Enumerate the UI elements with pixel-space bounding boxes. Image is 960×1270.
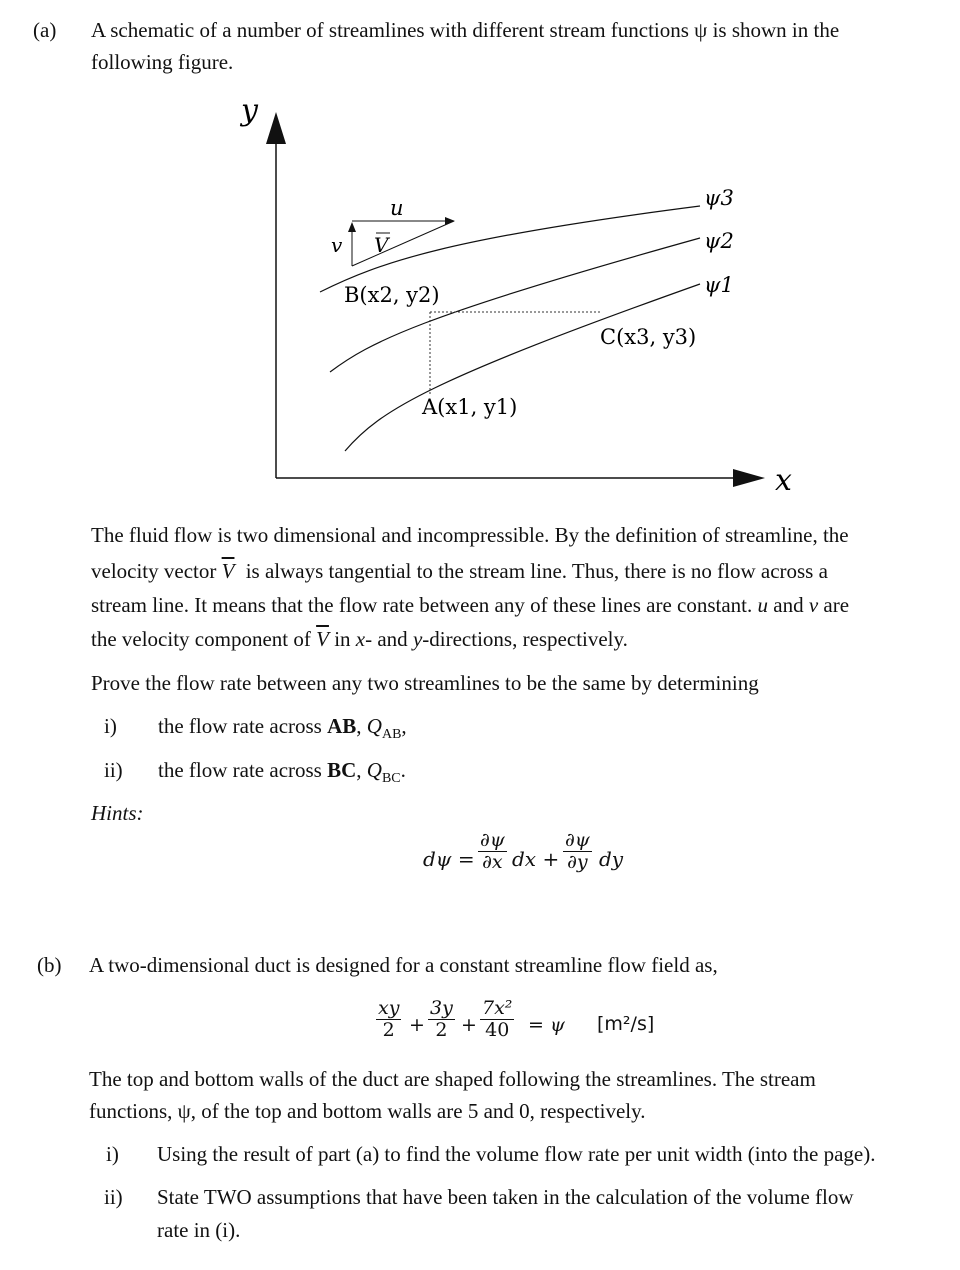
item-a-i-text: the flow rate across <box>158 714 322 738</box>
eq-b-frac3 <box>480 998 514 1042</box>
item-a-i-bold: AB <box>327 714 357 738</box>
part-b-intro: A two-dimensional duct is designed for a constant streamline flow field as, <box>89 953 718 977</box>
part-a-intro-line2: following figure. <box>91 50 234 74</box>
y-symbol: y <box>412 627 423 651</box>
part-a-intro-line1: A schematic of a number of streamlines with different stream functions ψ is shown in the <box>91 18 840 42</box>
hint-frac1-num: ∂ψ <box>480 829 505 851</box>
u-label: u <box>390 196 404 220</box>
y-axis-arrow-icon <box>266 112 286 144</box>
hint-eq-frac2 <box>563 830 592 874</box>
p1-line4-b: in <box>334 627 351 651</box>
v-symbol: v <box>808 593 819 617</box>
psi1-label: ψ1 <box>704 273 734 297</box>
eq-b-frac1-den: 2 <box>382 1018 395 1041</box>
part-b-label: (b) <box>37 953 62 977</box>
item-a-ii-end: . <box>400 758 406 782</box>
item-a-i-end: , <box>401 714 407 738</box>
part-a-label: (a) <box>33 18 57 42</box>
item-a-ii-bold: BC <box>327 758 357 782</box>
eq-b-frac3-den: 40 <box>485 1018 510 1041</box>
eq-b-frac1-num: xy <box>378 997 400 1019</box>
eq-b-units: [m²/s] <box>597 1013 655 1035</box>
psi2-label: ψ2 <box>704 229 734 253</box>
x-axis-label: x <box>775 463 792 498</box>
item-b-ii-line1: State TWO assumptions that have been taken in the calculation of the volume flow <box>157 1185 854 1209</box>
item-a-ii-sub: BC <box>381 771 401 787</box>
item-a-i-num: i) <box>104 714 117 738</box>
eq-b-frac3-num: 7x² <box>482 997 513 1019</box>
part-b-p-line1: The top and bottom walls of the duct are shaped following the streamlines. The stream <box>89 1067 816 1091</box>
eq-b-frac2-den: 2 <box>435 1018 448 1041</box>
velocity-vector-symbol: $\overline{V}$ <box>221 559 235 583</box>
u-symbol: u <box>757 593 769 617</box>
item-b-i-num: i) <box>106 1142 119 1166</box>
part-b-p-line2: functions, ψ, of the top and bottom walls are 5 and 0, respectively. <box>89 1099 646 1123</box>
eq-b-frac1 <box>376 998 401 1042</box>
v-label: v <box>331 233 343 257</box>
p1-line4-c: - and <box>365 627 408 651</box>
item-b-ii-line2: rate in (i). <box>157 1218 241 1242</box>
item-a-i: the flow rate across AB, $Q_{AB}$, <box>158 714 407 743</box>
item-a-i-sub: AB <box>381 727 402 743</box>
p1-line4-d: -directions, respectively. <box>422 627 628 651</box>
x-axis-arrow-icon <box>733 469 765 487</box>
item-a-i-q: Q <box>366 714 382 738</box>
hint-frac1-den: ∂x <box>482 850 503 873</box>
eq-b-rhs: = ψ <box>528 1014 565 1036</box>
eq-b-plus2: + <box>461 1014 477 1036</box>
p1-line4 <box>91 627 628 651</box>
item-a-ii: the flow rate across BC, $Q_{BC}$. <box>158 758 406 787</box>
psi3-label: ψ3 <box>704 186 734 210</box>
hint-eq-frac1 <box>478 830 507 874</box>
eq-b-frac2 <box>428 998 455 1042</box>
p1-line2 <box>91 559 828 583</box>
hints-label: Hints: <box>91 801 144 825</box>
item-a-ii-q: Q <box>366 758 382 782</box>
point-B-label: B(x2, y2) <box>344 283 440 307</box>
item-a-ii-text: the flow rate across <box>158 758 322 782</box>
y-axis-label: y <box>241 93 258 128</box>
item-a-ii-num: ii) <box>104 758 123 782</box>
hint-eq-term2: dy <box>599 847 624 871</box>
streamline-psi1 <box>345 284 700 451</box>
item-b-ii-num: ii) <box>104 1185 123 1209</box>
p1-line3-a: stream line. It means that the flow rate between any of these lines are constant. <box>91 593 753 617</box>
V-vector-label: V <box>374 233 389 257</box>
hint-eq-term1: dx + <box>512 847 560 871</box>
x-symbol: x <box>355 627 366 651</box>
eq-b-frac2-num: 3y <box>430 997 453 1019</box>
hint-frac2-den: ∂y <box>567 850 588 873</box>
p1-line2-b: is always tangential to the stream line. Thus, there is no flow across a <box>245 559 828 583</box>
p1-line3-and: and <box>773 593 804 617</box>
hint-frac2-num: ∂ψ <box>565 829 590 851</box>
velocity-vector-symbol-2: $\overline{V}$ <box>316 627 329 651</box>
p1-line4-a: the velocity component of <box>91 627 311 651</box>
p1-line3-b: are <box>823 593 850 617</box>
point-C-label: C(x3, y3) <box>600 325 697 349</box>
p1-line2-a: velocity vector <box>91 559 217 583</box>
p1-line1: The fluid flow is two dimensional and incompressible. By the definition of streamline, the <box>91 523 849 547</box>
item-b-i: Using the result of part (a) to find the volume flow rate per unit width (into the page). <box>157 1142 876 1166</box>
p1-line3 <box>91 593 849 617</box>
eq-b-plus1: + <box>409 1014 425 1036</box>
point-A-label: A(x1, y1) <box>422 395 518 419</box>
hint-eq-lhs: dψ = <box>423 847 475 871</box>
prove-statement: Prove the flow rate between any two streamlines to be the same by determining <box>91 671 759 695</box>
